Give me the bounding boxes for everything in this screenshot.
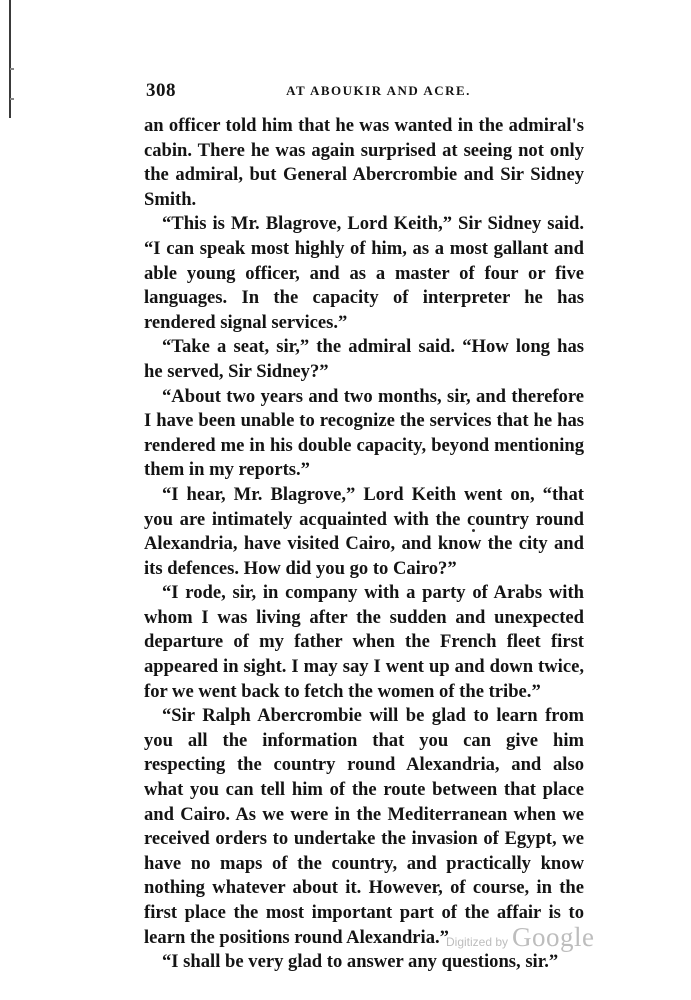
page-edge-tick: [10, 98, 14, 100]
page-header: [146, 80, 581, 106]
watermark-prefix: Digitized by: [446, 935, 509, 949]
paragraph: “About two years and two months, sir, and therefore I have been unable to recognize the services that he has rendered me in his double capacity, beyond mentioning them in my reports.”: [144, 385, 584, 481]
paragraph: “This is Mr. Blagrove, Lord Keith,” Sir Sidney said. “I can speak most highly of him, as a most gallant and able young officer, and as a master of four or five languages. In the capacity of interpreter he has rendered signal services.”: [144, 213, 584, 333]
paragraph: an officer told him that he was wanted in the admiral's cabin. There he was again surprised at seeing not only the admiral, but General Abercrombie and Sir Sidney Smith.: [144, 115, 584, 210]
page-body: [144, 114, 584, 975]
paragraph: “I hear, Mr. Blagrove,” Lord Keith went on, “that you are intimately acquainted with the country round Alexandria, have visited Cairo, and know the city and its defences. How did you go to Cairo?”: [144, 483, 584, 579]
paragraph: “I shall be very glad to answer any questions, sir.”: [162, 951, 559, 973]
paragraph: “Take a seat, sir,” the admiral said. “How long has he served, Sir Sidney?”: [144, 336, 584, 382]
page-number: 308: [146, 80, 176, 101]
digitized-watermark: [446, 922, 595, 953]
google-logo: Google: [512, 922, 595, 952]
page-edge-tick: [10, 68, 14, 70]
running-head: AT ABOUKIR AND ACRE.: [286, 83, 471, 98]
scan-speck: [472, 529, 475, 532]
paragraph: “Sir Ralph Abercrombie will be glad to learn from you all the information that you can give him respecting the country round Alexandria, and also what you can tell him of the route between that place and Cairo. As we were in the Mediterranean when we received orders to undertake the invasion of Egypt, we have no maps of the country, and practically know nothing whatever about it. However, of course, in the first place the most important part of the affair is to learn the positions round Alexandria.”: [144, 705, 584, 948]
page-edge-line: [9, 0, 11, 118]
paragraph: “I rode, sir, in company with a party of Arabs with whom I was living after the sudden and unexpected departure of my father when the French fleet first appeared in sight. I may say I went up and down twice, for we went back to fetch the women of the tribe.”: [144, 582, 584, 702]
